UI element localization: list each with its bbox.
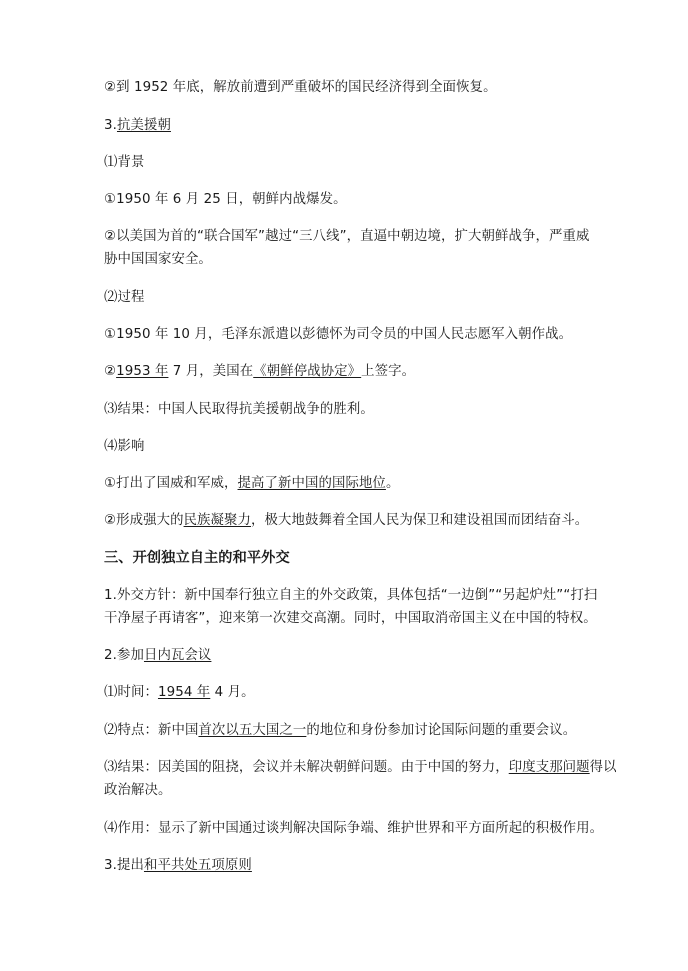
text-line [104, 586, 597, 606]
text-run: ⑵特点：新中国 [104, 723, 199, 738]
text-line [104, 362, 415, 382]
text-line [104, 474, 399, 494]
text-run: 7 月，美国在 [168, 364, 254, 379]
text-run: ⑷影响 [104, 439, 145, 454]
text-run: ② [104, 364, 117, 379]
text-run: 得以 [589, 760, 617, 775]
text-line [104, 250, 212, 270]
text-run: ⑴背景 [104, 155, 145, 170]
text-run: 政治解决。 [104, 783, 172, 798]
subheading-impact [104, 437, 144, 457]
text-run: 4 月。 [210, 685, 255, 700]
section-title-five-principles [104, 856, 252, 876]
section-title-kangmei [104, 116, 171, 136]
text-run: ⑴时间： [104, 685, 158, 700]
text-run: ②形成强大的 [104, 513, 184, 528]
text-run: 。 [385, 476, 400, 491]
underlined-text: 日内瓦会议 [143, 648, 212, 663]
underlined-text: 抗美援朝 [116, 118, 171, 133]
text-run: 3.提出 [104, 858, 144, 873]
text-run: ②以美国为首的“联合国军”越过“三八线”，直逼中朝边境，扩大朝鲜战争，严重威 [104, 229, 590, 244]
underlined-text: 1953 年 [116, 364, 169, 379]
text-run: ，极大地鼓舞着全国人民为保卫和建设祖国而团结奋斗。 [251, 513, 589, 528]
text-run: ①打出了国威和军威， [104, 476, 238, 491]
text-run: ①1950 年 10 月，毛泽东派遣以彭德怀为司令员的中国人民志愿军入朝作战。 [104, 327, 573, 342]
text-run: 2.参加 [104, 648, 144, 663]
text-run: ①1950 年 6 月 25 日，朝鲜内战爆发。 [104, 192, 347, 207]
text-line [104, 78, 497, 98]
text-run: 上签字。 [361, 364, 416, 379]
text-run: 三、开创独立自主的和平外交 [104, 550, 290, 566]
subheading-background [104, 153, 144, 173]
chapter-heading-diplomacy [104, 548, 290, 568]
underlined-text: 民族凝聚力 [183, 513, 252, 528]
text-line [104, 758, 617, 778]
text-line [104, 190, 347, 210]
text-line [104, 511, 588, 531]
underlined-text: 提高了新中国的国际地位 [237, 476, 386, 491]
underlined-text: 印度支那问题 [508, 760, 590, 775]
section-title-geneva [104, 646, 211, 666]
underlined-text: 《朝鲜停战协定》 [253, 364, 362, 379]
text-line [104, 683, 255, 703]
text-run: 干净屋子再请客”，迎来第一次建交高潮。同时，中国取消帝国主义在中国的特权。 [104, 611, 597, 626]
text-line [104, 325, 572, 345]
subheading-process [104, 288, 144, 308]
underlined-text: 和平共处五项原则 [143, 858, 252, 873]
text-run: 胁中国国家安全。 [104, 252, 212, 267]
text-run: 3. [104, 118, 117, 133]
text-run: ⑶结果：中国人民取得抗美援朝战争的胜利。 [104, 402, 374, 417]
text-run: ⑷作用：显示了新中国通过谈判解决国际争端、维护世界和平方面所起的积极作用。 [104, 821, 604, 836]
text-run: 1.外交方针：新中国奉行独立自主的外交政策，具体包括“一边倒”“另起炉灶”“打扫 [104, 588, 598, 603]
underlined-text: 1954 年 [157, 685, 211, 700]
text-run: ⑶结果：因美国的阻挠，会议并未解决朝鲜问题。由于中国的努力， [104, 760, 509, 775]
underlined-text: 首次以五大国之一 [198, 723, 307, 738]
text-line [104, 609, 597, 629]
text-line [104, 781, 171, 801]
text-run: ⑵过程 [104, 290, 145, 305]
text-run: 的地位和身份参加讨论国际问题的重要会议。 [306, 723, 577, 738]
text-run: ②到 1952 年底，解放前遭到严重破坏的国民经济得到全面恢复。 [104, 80, 497, 95]
text-line [104, 819, 603, 839]
text-line [104, 227, 589, 247]
text-line [104, 721, 576, 741]
subheading-result [104, 400, 374, 420]
